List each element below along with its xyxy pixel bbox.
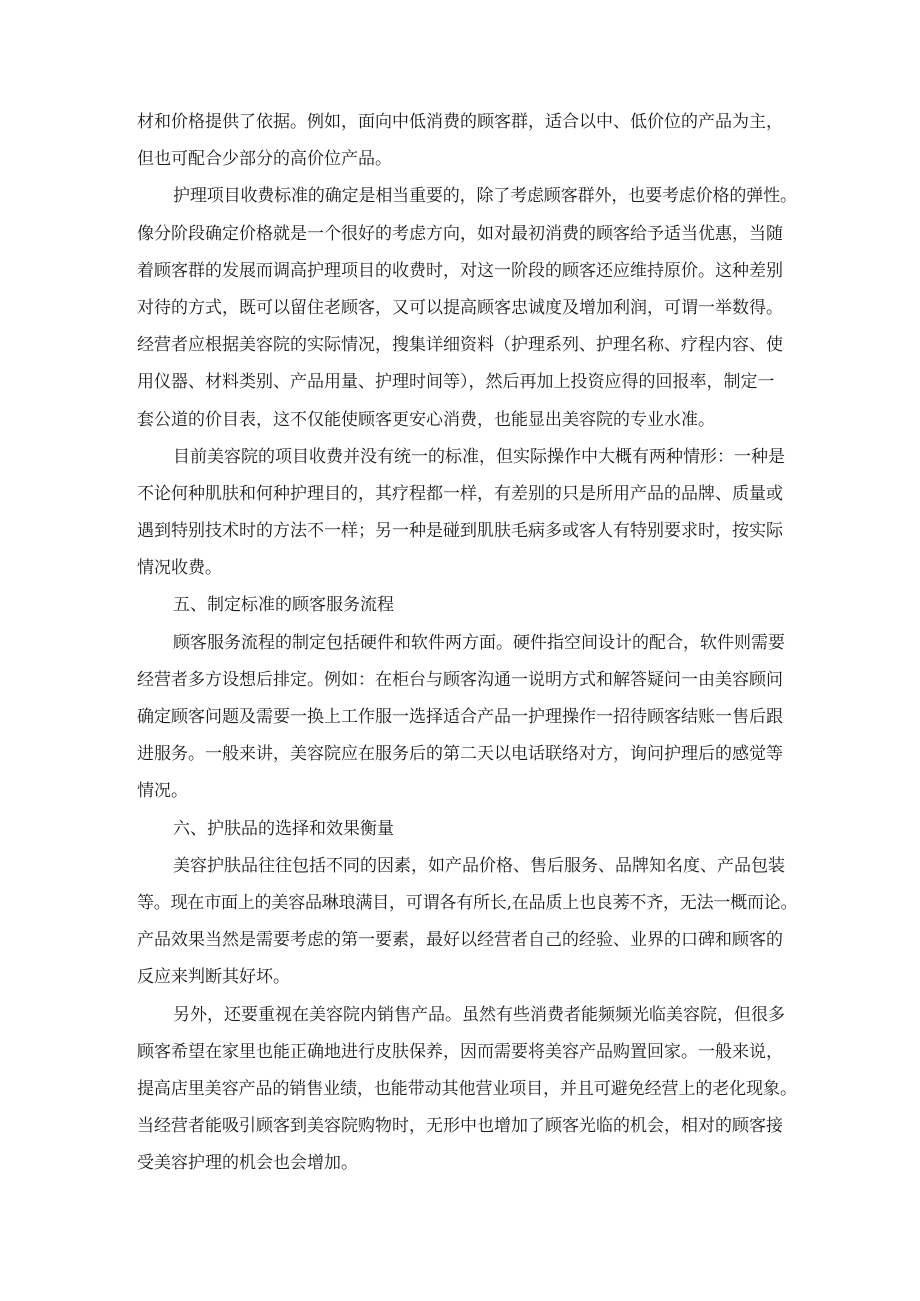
text-line: 套公道的价目表，这不仅能使顾客更安心消费，也能显出美容院的专业水准。 [137,409,715,430]
body-text [137,104,797,1182]
text-line: 不论何种肌肤和何种护理目的，其疗程都一样，有差别的只是所用产品的品牌、质量或 [137,483,783,504]
text-line: 顾客希望在家里也能正确地进行皮肤保养，因而需要将美容产品购置回家。一般来说， [137,1041,783,1062]
text-line: 目前美容院的项目收费并没有统一的标准，但实际操作中大概有两种情形：一种是 [173,446,785,467]
text-line: 提高店里美容产品的销售业绩，也能带动其他营业项目，并且可避免经营上的老化现象。 [137,1078,797,1099]
text-line: 情况。 [137,781,188,802]
text-line: 经营者多方设想后排定。例如：在柜台与顾客沟通一说明方式和解答疑问一由美容顾问 [137,669,783,690]
text-line: 经营者应根据美容院的实际情况，搜集详细资料（护理系列、护理名称、疗程内容、使 [137,335,783,356]
text-line: 等。现在市面上的美容品琳琅满目，可谓各有所长,在品质上也良莠不齐，无法一概而论。 [137,892,798,913]
text-line: 着顾客群的发展而调高护理项目的收费时，对这一阶段的顾客还应维持原价。这种差别 [137,260,783,281]
text-line: 确定顾客问题及需要一换上工作服一选择适合产品一护理操作一招待顾客结账一售后跟 [137,707,783,727]
text-line: 顾客服务流程的制定包括硬件和软件两方面。硬件指空间设计的配合，软件则需要 [173,632,785,653]
text-line: 像分阶段确定价格就是一个很好的考虑方向，如对最初消费的顾客给予适当优惠，当随 [137,223,783,244]
text-line: 五、制定标准的顾客服务流程 [173,595,394,616]
text-line: 当经营者能吸引顾客到美容院购物时，无形中也增加了顾客光临的机会，相对的顾客接 [137,1116,783,1137]
text-line: 对待的方式，既可以留住老顾客，又可以提高顾客忠诚度及增加利润，可谓一举数得。 [137,297,783,318]
text-line: 另外，还要重视在美容院内销售产品。虽然有些消费者能频频光临美容院，但很多 [173,1004,785,1025]
text-line: 情况收费。 [137,558,222,579]
text-line: 用仪器、材料类别、产品用量、护理时间等），然后再加上投资应得的回报率，制定一 [137,372,775,393]
text-line: 护理项目收费标准的确定是相当重要的，除了考虑顾客群外，也要考虑价格的弹性。 [173,186,797,207]
text-line: 材和价格提供了依据。例如，面向中低消费的顾客群，适合以中、低价位的产品为主， [137,112,783,132]
text-line: 六、护肤品的选择和效果衡量 [173,818,394,839]
text-line: 但也可配合少部分的高价位产品。 [137,149,392,170]
text-line: 进服务。一般来讲，美容院应在服务后的第二天以电话联络对方，询问护理后的感觉等 [137,744,783,765]
text-line: 产品效果当然是需要考虑的第一要素，最好以经营者自己的经验、业界的口碑和顾客的 [137,930,783,951]
text-line: 受美容护理的机会也会增加。 [137,1153,358,1174]
text-line: 遇到特别技术时的方法不一样；另一种是碰到肌肤毛病多或客人有特别要求时，按实际 [137,521,783,542]
text-line: 美容护肤品往往包括不同的因素，如产品价格、售后服务、品牌知名度、产品包装 [173,855,785,876]
text-line: 反应来判断其好坏。 [137,967,290,988]
